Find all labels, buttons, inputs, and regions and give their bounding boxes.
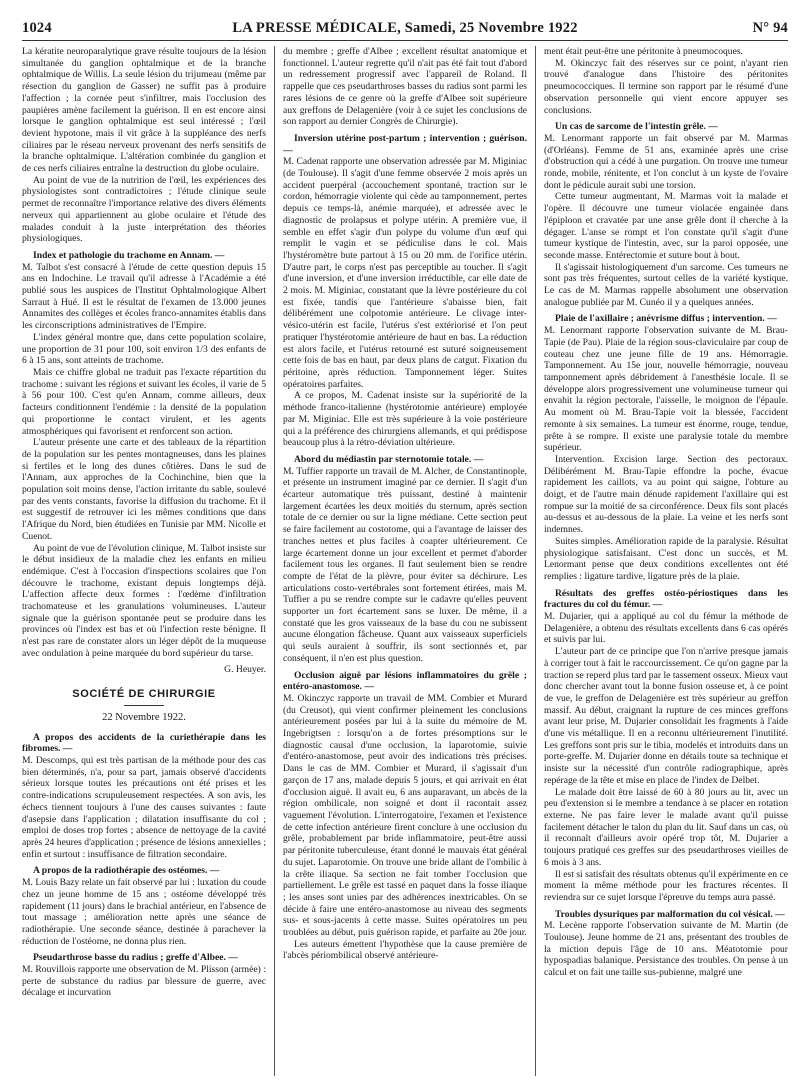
- paragraph: L'index général montre que, dans cette population scolaire, une proportion de 31 pour 100, soit environ 1/3 des enfants de 6 à 15 ans, sont atteints de trachome.: [22, 331, 266, 367]
- paragraph: ment était peut-être une péritonite à pneumocoques.: [544, 46, 743, 57]
- section-title: Inversion utérine post-partum ; intervention ; guérison. —: [283, 132, 527, 156]
- author-signature: G. Heuyer.: [224, 663, 266, 675]
- paragraph: Intervention. Excision large. Section des pectoraux. Délibérément M. Brau-Tapie effondre la poche, évacue rapidement les caillots, va au point qui saigne, l'obture au doigt, et de l'autre main dénude rapidement l'axillaire qui est rompue sur la moitié de sa circonférence. Deux fils sont placés au-dessus et au-dessous de la plaie. La veine et les nerfs sont indemnes.: [544, 453, 788, 536]
- issue-number: N° 94: [752, 20, 788, 36]
- section-title: Plaie de l'axillaire ; anévrisme diffus ; intervention. —: [555, 313, 777, 325]
- paragraph: M. Talbot s'est consacré à l'étude de cette question depuis 15 ans en Indochine. Le travail qu'il adresse à l'Académie a été publié sous les auspices de l'Institut Ophtalmologique Albert Sarraut à Hué. Il est le résultat de l'examen de 13.000 jeunes Annamites des collèges et écoles franco-annamites établis dans les circonscriptions administratives de l'Empire.: [22, 261, 266, 332]
- paragraph: M. Dujarier, qui a appliqué au col du fémur la méthode de Delagenière, a obtenu des résultats excellents dans 6 cas opérés et suivis par lui.: [544, 611, 788, 646]
- paragraph: Il s'agissait histologiquement d'un sarcome. Ces tumeurs ne sont pas très fréquentes, surtout celles de la variété kystique. Le cas de M. Marmas rappelle absolument une observation analogue publiée par M. Cunéo il y a quelques années.: [544, 261, 788, 308]
- section-title: Pseudarthrose basse du radius ; greffe d'Albee. —: [33, 952, 238, 964]
- section-title: Troubles dysuriques par malformation du col vésical. —: [555, 908, 785, 920]
- column-3: [544, 46, 788, 1076]
- section-title: A propos des accidents de la curiethérapie dans les fibromes. —: [22, 731, 266, 755]
- paragraph: Au point de vue de l'évolution clinique, M. Talbot insiste sur le début insidieux de la maladie chez les enfants en milieu endémique. C'est à l'occasion d'inspections scolaires que l'on découvre le trachome, existant depuis longtemps déjà. L'affection affecte deux formes : l'œdème d'infiltration trachomateuse et les granulations volumineuses. L'auteur signale que la guérison spontanée peut se produire dans les provinces où l'index est bas et où l'infection reste bénigne. Il n'est pas rare de constater alors un léger dépôt de la muqueuse avec ondulation à peine marquée du bord supérieur du tarse.: [22, 542, 266, 659]
- paragraph: Le malade doit être laissé de 60 à 80 jours au lit, avec un peu d'extension si le membre a tendance à se placer en rotation externe. Ne pas faire lever le malade avant qu'il puisse facilement détacher le talon du plan du lit. Sauf dans un cas, où il reconnaît d'ailleurs avoir opéré trop tôt, M. Dujarier a toujours pratiqué ces greffes sur des pseudarthroses vieilles de 6 mois à 3 ans.: [544, 786, 788, 868]
- paragraph: M. Rouvillois rapporte une observation de M. Plisson (armée) : perte de substance du radius par blessure de guerre, avec décalage et incurvation: [22, 964, 266, 999]
- section-title: A propos de la radiothérapie des ostéomes. —: [33, 865, 220, 877]
- column-1: [22, 46, 266, 1076]
- paragraph: Cette tumeur augmentant, M. Marmas voit la malade et l'opère. Il découvre une tumeur violacée engainée dans l'épiploon et cravatée par une anse grêle dont il cherche à la dégager. L'anse se rompt et l'on constate qu'il s'agit d'une tumeur kystique de l'intestin, avec, sur la paroi opposée, une seconde masse. Entérectomie et suture bout à bout.: [544, 191, 788, 261]
- session-date: 22 Novembre 1922.: [102, 711, 186, 723]
- paragraph: M. Cadenat rapporte une observation adressée par M. Miginiac (de Toulouse). Il s'agit d'une femme observée 2 mois après un accident puerpéral (accouchement spontané, traction sur le cordon, hémorragie violente qui cède au tamponnement, pertes depuis ce temps-là, anémie marquée), et adressée avec le diagnostic de prolapsus et polype utérin. A première vue, il semble en effet s'agir d'un polype du volume d'un œuf qui remplit le vagin et se pédiculise dans le col. Mais l'hystéromètre bute partout à 15 ou 20 mm. de l'orifice utérin. D'autre part, le corps n'est pas perceptible au toucher. Il s'agit d'une inversion, et d'une inversion irréductible, car elle date de 2 mois. M. Miginiac, constatant que la lèvre postérieure du col est fixée, tandis que l'antérieure s'abaisse bien, fait délibérément une colpotomie antérieure. Le clivage inter-vésico-utérin est facile, l'utérus s'est extériorisé et l'on peut pratiquer l'hystérotomie antérieure de haut en bas. La réduction est alors facile, et l'utérus retourné est suturé soigneusement cette fois de bas en haut, par deux plans de catgut. Fixation du péritoine, après réduction. Tamponnement léger. Suites opératoires parfaites.: [283, 156, 527, 390]
- section-title: Un cas de sarcome de l'intestin grêle. —: [555, 121, 718, 133]
- paragraph: L'auteur part de ce principe que l'on n'arrive presque jamais à corriger tout à fait le raccourcissement. Ce qu'on gagne par la traction se reperd plus tard par le tassement osseux. Mieux vaut donc chercher avant tout la bonne fusion osseuse et, à ce point de vue, le greffon de Delagenière est très supérieur au greffon massif. Au début, craignant la rupture de ces minces greffons avant leur prise, M. Dujarier consolidait les fragments à l'aide d'une vis métallique. Il en a reconnu ultérieurement l'inutilité. Les greffons sont pris sur le tibia, modelés et introduits dans un porte-greffe. M. Dujarier donne en détails toute sa technique et insiste sur la nécessité d'un contrôle radiographique, après repérage de la tête et mise en place de l'index de Delbet.: [544, 646, 788, 786]
- text-columns: [22, 46, 788, 1076]
- paragraph: Les auteurs émettent l'hypothèse que la cause première de l'abcès périombilical observé antérieure-: [283, 938, 527, 962]
- paragraph: du membre ; greffe d'Albee ; excellent résultat anatomique et fonctionnel. L'auteur regrette qu'il n'ait pas été fait tout d'abord un redressement progressif avec l'appareil de Roland. Il rappelle que ces pseudarthroses basses du radius sont parmi les rares lésions de ce genre où la greffe d'Albee soit supérieure aux greffons de Delagenière (voir à ce sujet les conclusions de son rapport au dernier Congrès de Chirurgie).: [283, 46, 527, 128]
- paragraph: M. Lenormant rapporte l'observation suivante de M. Brau-Tapie (de Pau). Plaie de la région sous-claviculaire par coup de couteau chez une jeune fille de 19 ans. Hémorragie. Tamponnement. Au 15e jour, nouvelle hémorragie, nouveau tamponnement après débridement à l'anesthésie locale. Il se développe alors progressivement une volumineuse tumeur qui envahit la région pectorale, l'aisselle, le moignon de l'épaule. Au moment où M. Brau-Tapie voit la blessée, l'accident remonte à six semaines. La tumeur est énorme, rouge, tendue, prête à se rompre. Il existe une paralysie totale du membre supérieur.: [544, 325, 788, 454]
- column-divider: [535, 46, 536, 1076]
- paragraph: M. Lecène rapporte l'observation suivante de M. Martin (de Toulouse). Jeune homme de 21 ans, présentant des troubles de la miction depuis l'âge de 10 ans. Méatotomie pour hypospadias balanique. Persistance des troubles. On pense à un calcul et on fait une taille sus-pubienne, malgré une: [544, 920, 788, 979]
- paragraph: M. Okinczyc fait des réserves sur ce point, n'ayant rien trouvé d'analogue dans l'histoire des péritonites pneumococciques. Il termine son rapport par le résumé d'une observation personnelle qui vient encore appuyer ses conclusions.: [544, 57, 788, 116]
- paragraph: L'auteur présente une carte et des tableaux de la répartition de la population sur les pentes montagneuses, dans les plaines si fertiles et le long des dunes côtières. Dans le sud de l'Annam, aux approches de la Cochinchine, bien que la population soit moins dense, l'action irritante du sable, soulevé par des vents constants, favorise la diffusion du trachome. Et il est suggestif de retrouver ici les mêmes conditions que dans l'Afrique du Nord, bien étudiées en Tunisie par MM. Nicolle et Cuenot.: [22, 437, 266, 542]
- journal-title: LA PRESSE MÉDICALE, Samedi, 25 Novembre 1922: [232, 20, 578, 36]
- section-title: Index et pathologie du trachome en Annam. —: [33, 249, 225, 261]
- paragraph: Mais ce chiffre global ne traduit pas l'exacte répartition du trachome : suivant les régions et suivant les écoles, il varie de 5 à 56 pour 100. C'est qu'en Annam, comme ailleurs, deux facteurs conditionnent l'endémie : la densité de la population qui proportionne le contact virulent, et les agents atmosphériques qui favorisent et renforcent son action.: [22, 366, 266, 437]
- column-divider: [274, 46, 275, 1076]
- paragraph: M. Louis Bazy relate un fait observé par lui : luxation du coude chez un jeune homme de 15 ans ; ostéome développé très rapidement (11 jours) dans le brachial antérieur, en l'absence de tout massage ; amélioration nette après une séance de radiothérapie. Une seconde séance, destinée à parachever la réduction de l'ostéome, ne donna plus rien.: [22, 877, 266, 947]
- paragraph: M. Lenormant rapporte un fait observé par M. Marmas (d'Orléans). Femme de 51 ans, examinée après une crise d'obstruction qui a cédé à une purgation. On trouve une tumeur ronde, mobile, rénitente, et l'on conclut à un kyste de l'ovaire dont le pédicule aurait subi une torsion.: [544, 132, 788, 191]
- page-header: [22, 8, 788, 41]
- paragraph: La kératite neuroparalytique grave résulte toujours de la lésion simultanée du ganglion ophtalmique et de la branche ophtalmique de Willis. La seule lésion du trijumeau (même par résection du ganglion de Gasser) ne suffit pas à produire l'affection ; la cornée peut s'infiltrer, mais l'occlusion des paupières amène facilement la guérison. Il en est encore ainsi lorsque le ganglion ophtalmique est seul intéressé ; l'œil devient hypotone, mais il vit grâce à la suppléance des nerfs ciliaires par le réseau nerveux provenant des nerfs sensitifs de la branche ophtalmique. L'altération combinée du ganglion et de ces nerfs ciliaires entraîne la destruction du globe oculaire.: [22, 46, 266, 175]
- paragraph: Il est si satisfait des résultats obtenus qu'il expérimente en ce moment la même méthode pour les fractures récentes. Il reviendra sur ce sujet lorsque l'épreuve du temps aura passé.: [544, 868, 788, 903]
- section-title: Abord du médiastin par sternotomie totale. —: [294, 453, 484, 465]
- society-heading: SOCIÉTÉ DE CHIRURGIE: [72, 688, 216, 701]
- section-title: Occlusion aiguë par lésions inflammatoires du grêle ; entéro-anastomose. —: [283, 669, 527, 693]
- paragraph: M. Descomps, qui est très partisan de la méthode pour des cas bien déterminés, n'a, pour sa part, jamais observé d'accidents sérieux lorsque toutes les précautions ont été prises et les contre-indications scrupuleusement respectées. A son avis, les échecs tiennent toujours à l'une des causes suivantes : faute d'asepsie dans l'application ; dilatation insuffisante du col ; emploi de doses trop fortes ; absence de nettoyage de la cavité après 24 heures d'application ; présence de lésions annexielles ; enfin et surtout : insuffisance de filtration secondaire.: [22, 755, 266, 860]
- paragraph: Au point de vue de la nutrition de l'œil, les expériences des physiologistes sont contradictoires ; l'étude clinique seule permet de reconnaître l'importance relative des divers éléments nerveux qui appartiennent au globe oculaire et l'étude des malades conduit à la juste interprétation des théories physiologiques.: [22, 174, 266, 245]
- newspaper-page: [22, 8, 788, 1076]
- section-title: Résultats des greffes ostéo-périostiques dans les fractures du col du fémur. —: [544, 587, 788, 611]
- page-number: 1024: [22, 20, 52, 36]
- heading-rule: [124, 705, 164, 706]
- paragraph: Suites simples. Amélioration rapide de la paralysie. Résultat physiologique satisfaisant. C'est donc un succès, et M. Lenormant pense que deux conditions excellentes ont été remplies : ligature tardive, ligature près de la plaie.: [544, 535, 788, 582]
- paragraph: M. Tuffier rapporte un travail de M. Alcher, de Constantinople, et présente un instrument imaginé par ce dernier. Il s'agit d'un écarteur automatique très puissant, destiné à maintenir largement écartées les deux moitiés du sternum, après section totale de ce dernier ou sur la ligne médiane. Cette section peut se faire facilement au costotome, qui a l'avantage de laisser des tranches nettes et plus faciles à coapter ultérieurement. Ce large écartement donne un jour excellent et permet d'aborder facilement tous les organes. Il faut seulement bien se rendre compte de l'état de la plèvre, pour éviter sa déchirure. Les articulations costo-vertébrales sont fortement étirées, mais M. Tuffier a pu se rendre compte sur le cadavre qu'elles peuvent supporter un fort écartement sans se luxer. De même, il a constaté que les gros vaisseaux de la base du cou ne subissent aucune élongation fâcheuse. Quant aux vaisseaux superficiels qui seuls auraient à souffrir, ils sont sectionnés et, par conséquent, il n'en est plus question.: [283, 465, 527, 664]
- column-2: [283, 46, 527, 1076]
- paragraph: A ce propos, M. Cadenat insiste sur la supériorité de la méthode franco-italienne (hystérotomie antérieure) employée par M. Miginiac. Elle est très supérieure à la voie postérieure qui a la préférence des chirurgiens allemands, et qui prédispose beaucoup plus à la rétro-déviation ultérieure.: [283, 390, 527, 449]
- paragraph: M. Okinczyc rapporte un travail de MM. Combier et Murard (du Creusot), qui vient confirmer pleinement les conclusions antérieurement posées par lui à la suite du mémoire de M. Ingebrigtsen : lorsqu'on a de fortes présomptions sur le diagnostic causal d'une occlusion, la laparotomie, suivie d'entéro-anastomose, peut avoir des indications très précises. Dans le cas de MM. Combier et Murard, il s'agissait d'un garçon de 17 ans, malade depuis 5 jours, et qui arrivait en état d'occlusion aiguë. Il avait eu, 6 ans auparavant, un abcès de la région ombilicale, non soigné et dont il racontait assez vaguement l'évolution. L'interrogatoire, l'examen et l'existence de cette infection antérieure firent conclure à une occlusion du grêle, probablement par bride inflammatoire, peut-être aussi par péritonite tuberculeuse, étant donné le mauvais état général du sujet. Laparotomie. On trouve une bride allant de l'ombilic à la crête iliaque. Sa section ne fait tomber l'occlusion que partiellement. Le grêle est tassé en paquet dans la fosse iliaque ; les anses sont unies par des adhérences inextricables. On se décide à faire une entéro-anastomose au niveau des segments sus- et sous-jacents à cette masse. Suites opératoires un peu troublées au début, puis guérison rapide, et parfaite au 20e jour.: [283, 692, 527, 939]
